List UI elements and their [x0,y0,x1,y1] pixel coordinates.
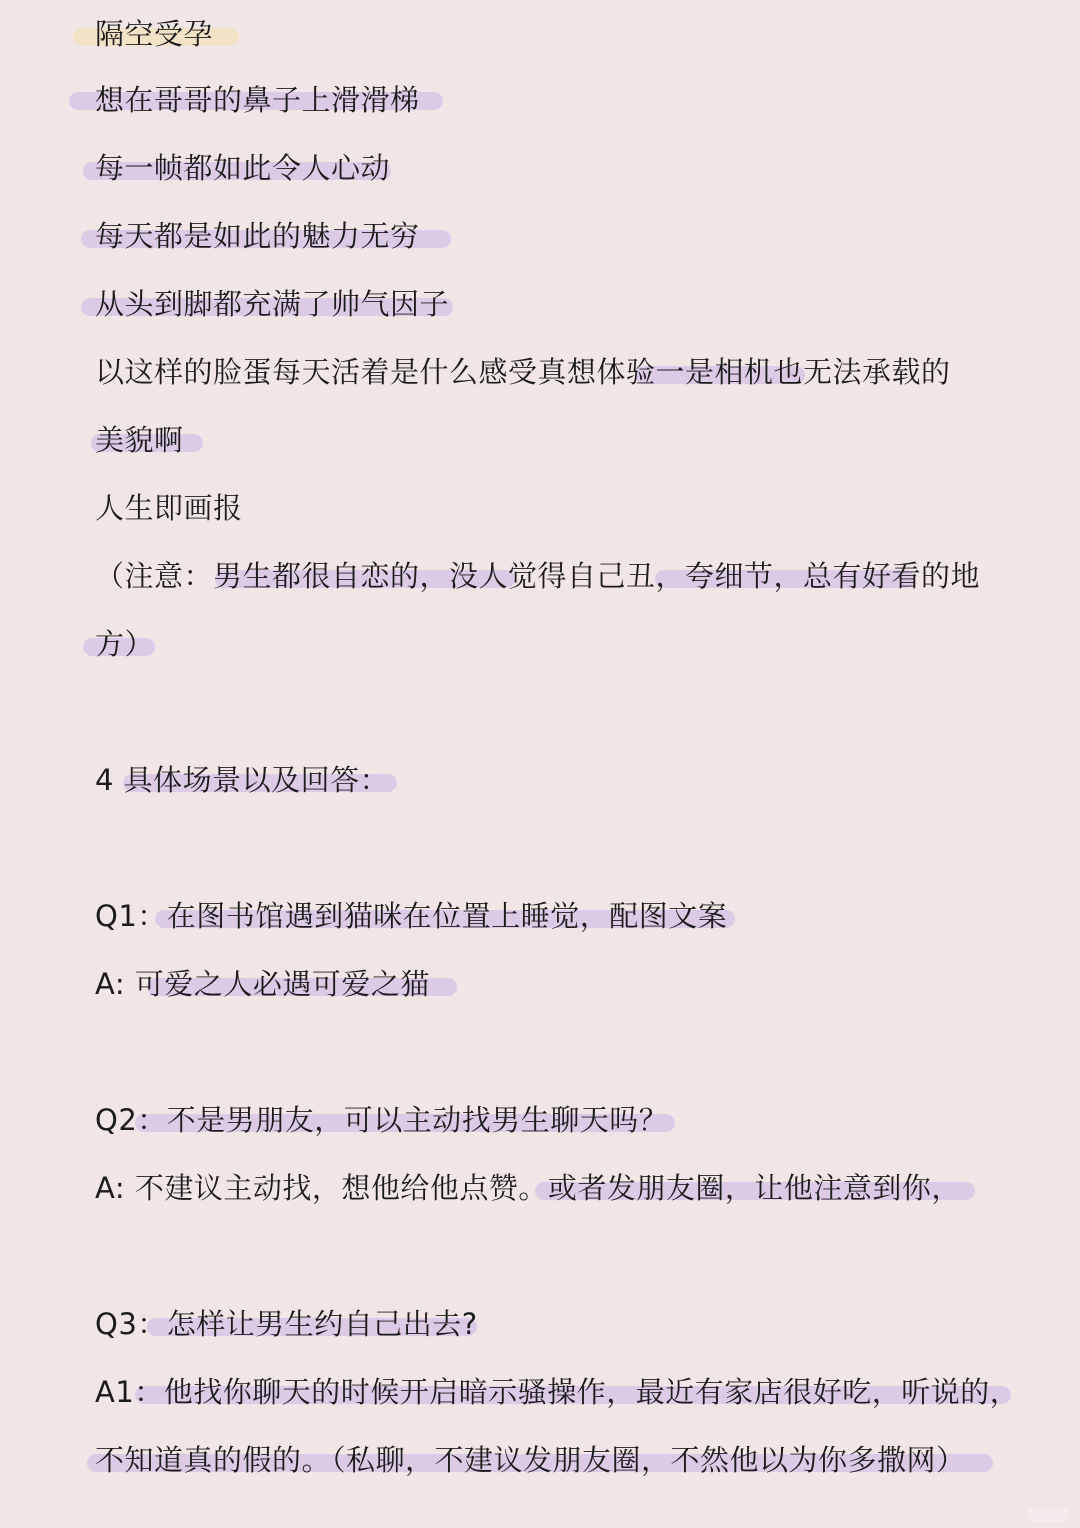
line-text: 美貌啊 [95,423,184,457]
text-line [95,80,420,120]
answer-text: 不知道真的假的。（私聊，不建议发朋友圈，不然他以为你多撒网） [95,1443,966,1477]
line-text: 想在哥哥的鼻子上滑滑梯 [95,83,420,117]
question-line [95,896,727,936]
answer-line [95,1440,966,1480]
text-line [95,14,213,54]
text-line [95,352,951,392]
text-line [95,624,154,664]
line-text: 方） [95,627,155,661]
answer-text: A1：他找你聊天的时候开启暗示骚操作，最近有家店很好吃，听说的， [95,1375,1020,1409]
line-text: 隔空受孕 [95,17,214,51]
line-text: 从头到脚都充满了帅气因子 [95,287,450,321]
text-line [95,284,449,324]
answer-line [95,964,430,1004]
answer-line [95,1168,961,1208]
watermark-mark [1028,1508,1068,1522]
line-text: 每天都是如此的魅力无穷 [95,219,420,253]
line-text: 人生即画报 [95,491,243,525]
answer-text: A: 不建议主动找，想他给他点赞。或者发朋友圈，让他注意到你， [95,1171,961,1205]
line-text: 每一帧都如此令人心动 [95,151,391,185]
question-line [95,1304,478,1344]
line-text: （注意：男生都很自恋的，没人觉得自己丑，夸细节，总有好看的地 [95,559,981,593]
text-line [95,420,184,460]
section-heading [95,760,389,800]
text-line [95,556,980,596]
answer-text: A: 可爱之人必遇可爱之猫 [95,967,430,1001]
question-line [95,1100,668,1140]
text-line [95,148,390,188]
text-line [95,488,243,528]
text-line [95,216,420,256]
line-text: 以这样的脸蛋每天活着是什么感受真想体验一是相机也无法承载的 [95,355,951,389]
question-text: Q3：怎样让男生约自己出去? [95,1307,478,1341]
answer-line [95,1372,1019,1412]
heading-text: 4 具体场景以及回答： [95,763,390,797]
question-text: Q1：在图书馆遇到猫咪在位置上睡觉，配图文案 [95,899,728,933]
question-text: Q2：不是男朋友，可以主动找男生聊天吗？ [95,1103,669,1137]
